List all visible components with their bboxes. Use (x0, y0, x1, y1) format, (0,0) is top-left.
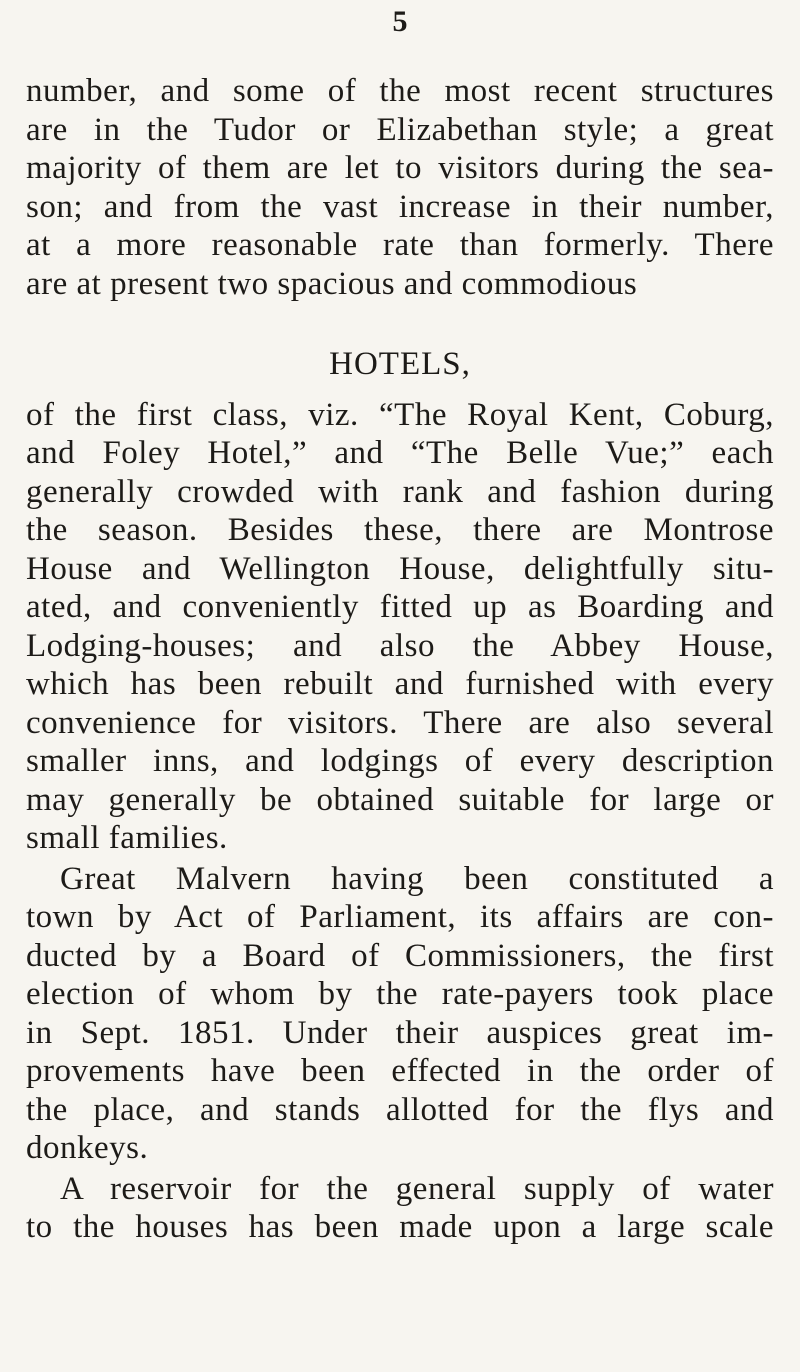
text-line: at a more reasonable rate than formerly. There (26, 227, 774, 263)
text-line: generally crowded with rank and fashion during (26, 473, 774, 510)
text-line: majority of them are let to visitors during the sea- (26, 150, 774, 186)
text-line: provements have been effected in the order of (26, 1053, 774, 1089)
text-line: A reservoir for the general supply of water (60, 1170, 774, 1207)
paragraph-hotels (26, 396, 774, 858)
text-line: may generally be obtained suitable for large or (26, 781, 774, 818)
body-text (26, 72, 774, 1247)
text-line: son; and from the vast increase in their number, (26, 188, 774, 225)
text-line: ated, and conveniently fitted up as Boarding and (26, 589, 774, 625)
text-line: House and Wellington House, delightfully situ- (26, 550, 774, 587)
text-line: the season. Besides these, there are Montrose (26, 512, 774, 548)
paragraph-reservoir (26, 1170, 774, 1247)
text-line: small families. (26, 820, 228, 856)
text-line: town by Act of Parliament, its affairs are con- (26, 899, 774, 935)
text-line: are in the Tudor or Elizabethan style; a great (26, 111, 774, 148)
paragraph-commissioners (26, 860, 774, 1168)
text-line: of the first class, viz. “The Royal Kent, Coburg, (26, 396, 774, 433)
text-line: donkeys. (26, 1130, 149, 1166)
text-line: number, and some of the most recent structures (26, 73, 774, 109)
page-number: 5 (392, 5, 408, 38)
text-line: ducted by a Board of Commissioners, the first (26, 937, 774, 974)
text-line: in Sept. 1851. Under their auspices great im- (26, 1014, 774, 1051)
text-line: election of whom by the rate-payers took place (26, 976, 774, 1012)
text-line: to the houses has been made upon a large scale (26, 1209, 774, 1245)
text-line: which has been rebuilt and furnished with every (26, 666, 774, 702)
text-line: the place, and stands allotted for the flys and (26, 1091, 774, 1128)
paragraph-intro (26, 72, 774, 303)
text-line: convenience for visitors. There are also several (26, 704, 774, 741)
text-line: smaller inns, and lodgings of every description (26, 743, 774, 779)
text-line: Great Malvern having been constituted a (60, 860, 774, 897)
section-heading: HOTELS, (329, 346, 471, 382)
text-line: and Foley Hotel,” and “The Belle Vue;” each (26, 435, 774, 471)
text-line: are at present two spacious and commodious (26, 265, 638, 302)
text-line: Lodging-houses; and also the Abbey House, (26, 627, 774, 664)
